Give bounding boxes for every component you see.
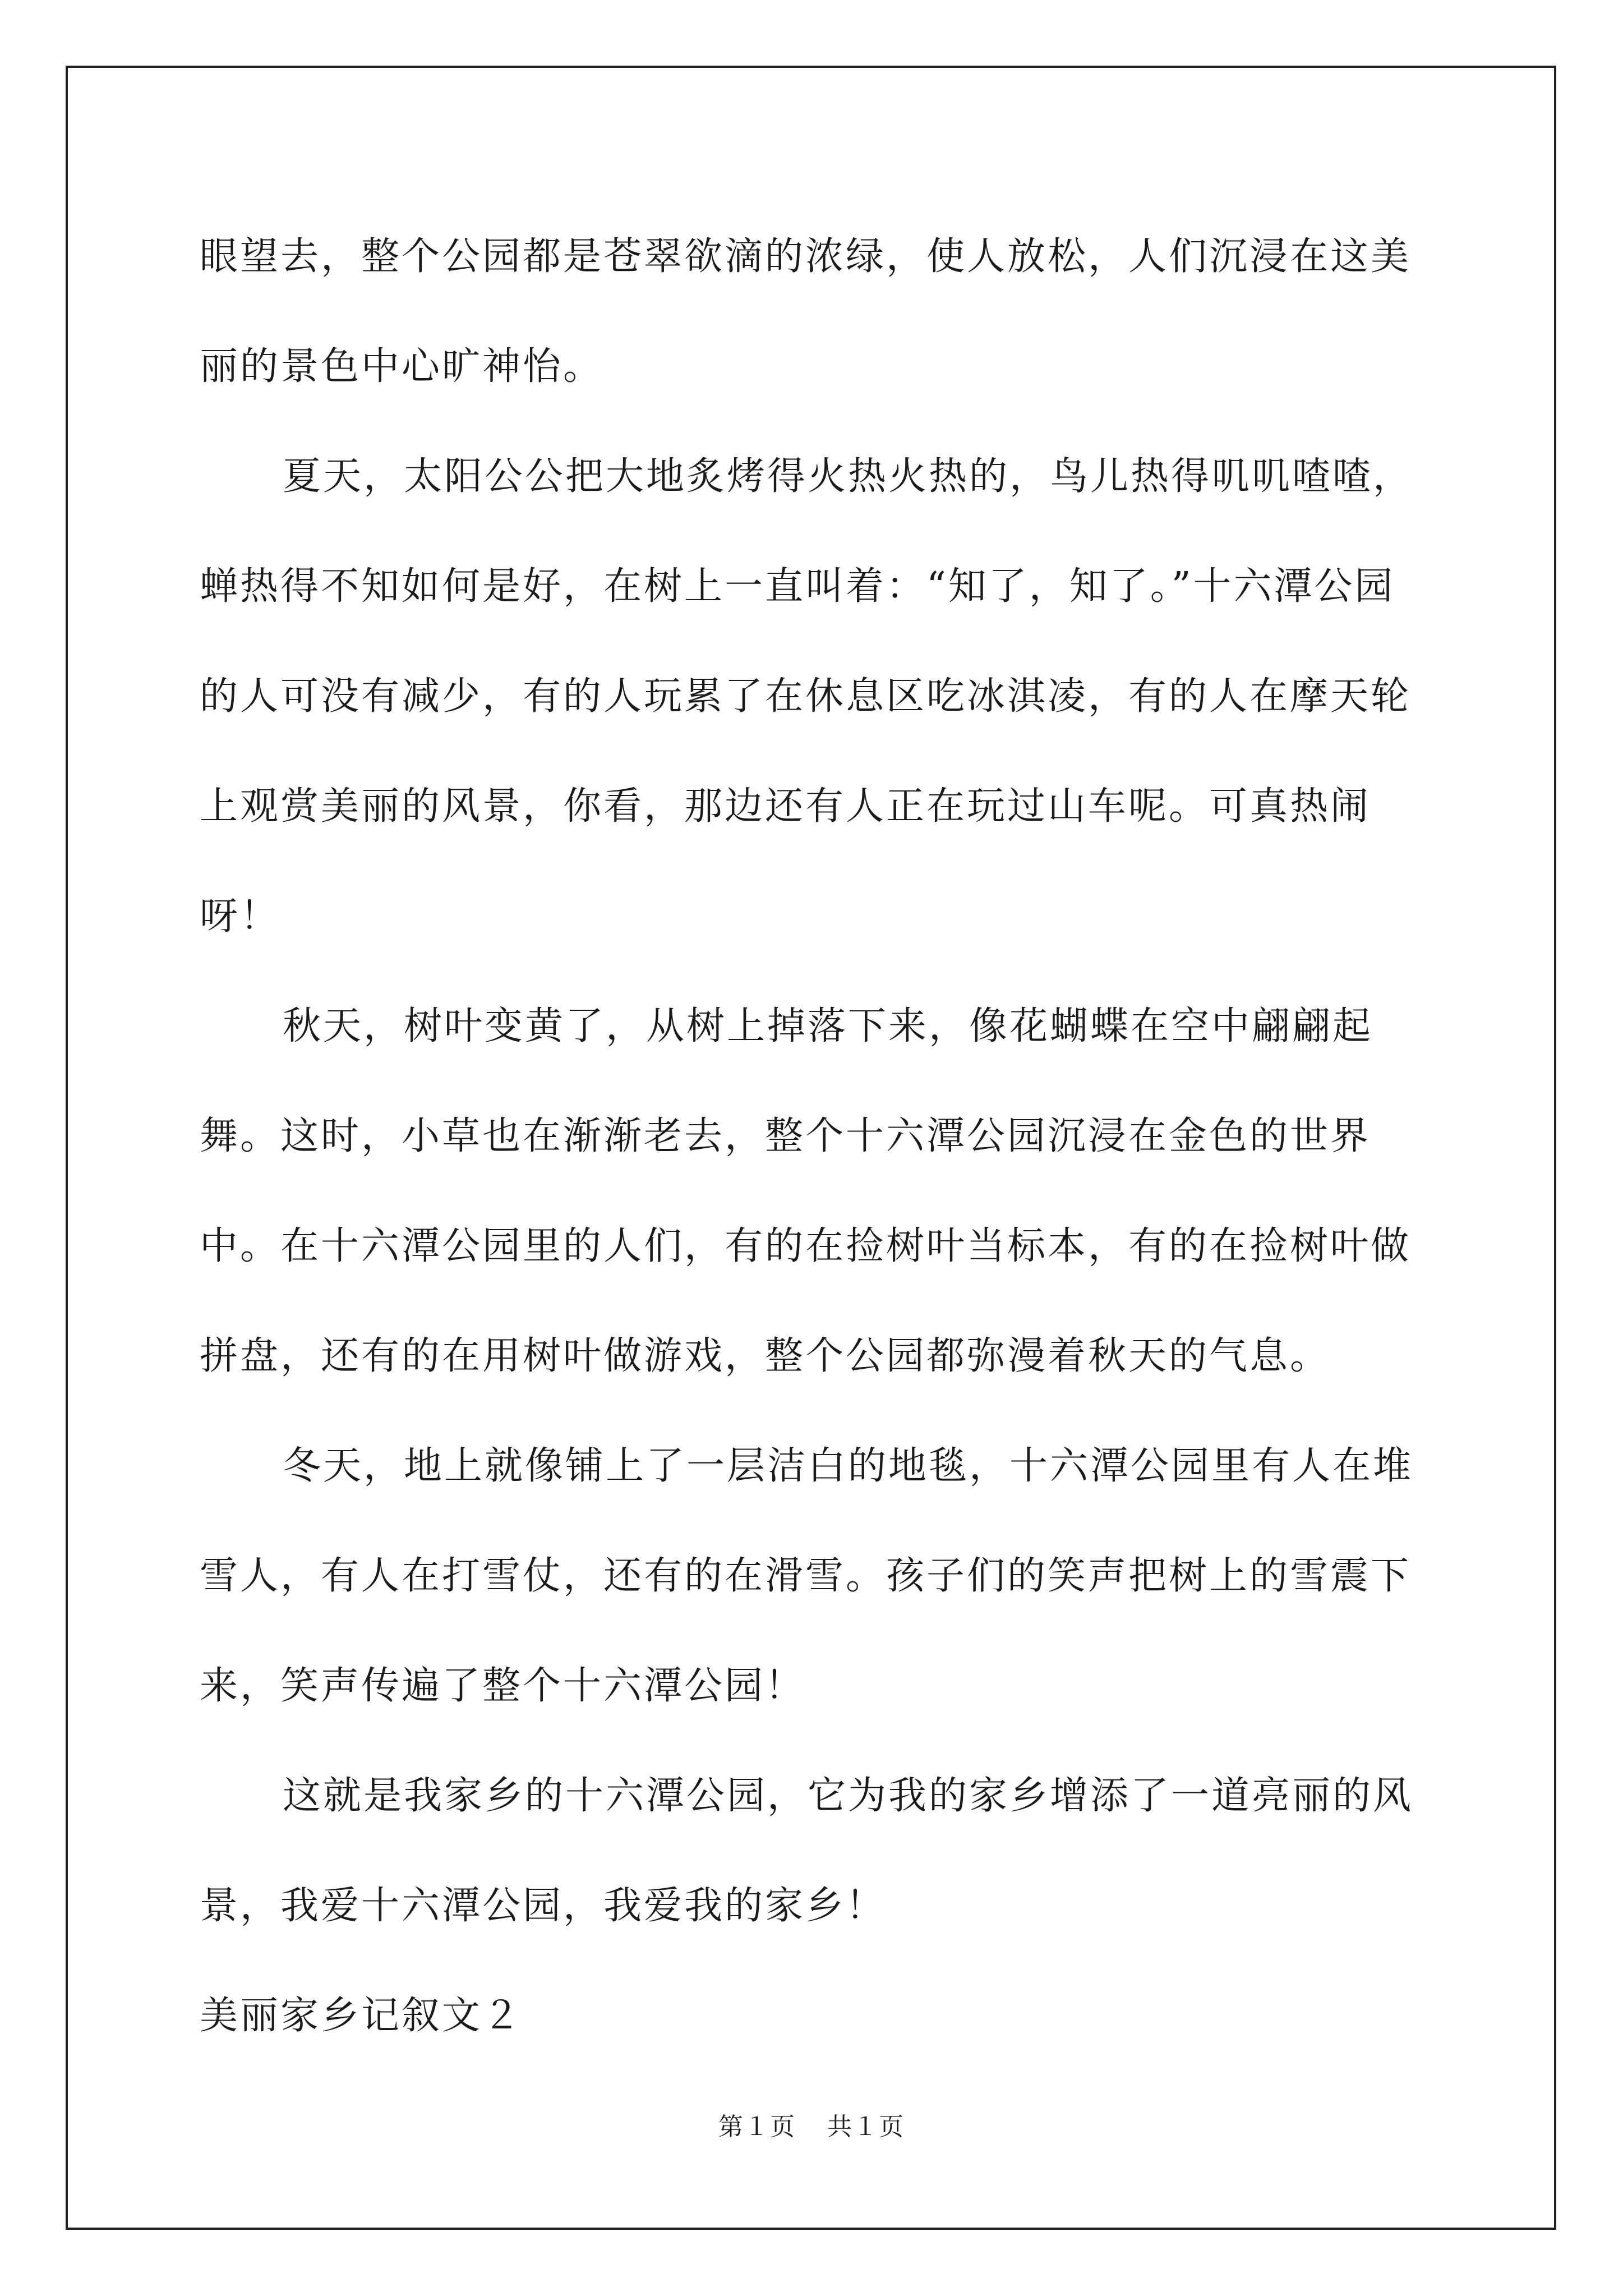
document-body: [200, 202, 1428, 2071]
page-number-total: 共１页: [827, 2113, 905, 2141]
paragraph-3: 秋天，树叶变黄了，从树上掉落下来，像花蝴蝶在空中翩翩起舞。这时，小草也在渐渐老去，整个十六潭公园沉浸在金色的世界中。在十六潭公园里的人们，有的在捡树叶当标本，有的在捡树叶做拼盘，还有的在用树叶做游戏，整个公园都弥漫着秋天的气息。: [200, 1004, 1412, 1378]
section-heading: 美丽家乡记叙文２: [200, 1994, 523, 2038]
page-number-current: 第１页: [718, 2113, 796, 2141]
paragraph-4: 冬天，地上就像铺上了一层洁白的地毯，十六潭公园里有人在堆雪人，有人在打雪仗，还有的在滑雪。孩子们的笑声把树上的雪震下来，笑声传遍了整个十六潭公园！: [200, 1444, 1414, 1708]
paragraph-1: 眼望去，整个公园都是苍翠欲滴的浓绿，使人放松，人们沉浸在这美丽的景色中心旷神怡。: [200, 234, 1412, 389]
page-footer: [0, 2110, 1623, 2144]
paragraph-5: 这就是我家乡的十六潭公园，它为我的家乡增添了一道亮丽的风景，我爱十六潭公园，我爱我的家乡！: [200, 1774, 1414, 1928]
paragraph-2: 夏天，太阳公公把大地炙烤得火热火热的，鸟儿热得叽叽喳喳，蝉热得不知如何是好，在树上一直叫着：“知了，知了。”十六潭公园的人可没有减少，有的人玩累了在休息区吃冰淇凌，有的人在摩天轮上观赏美丽的风景，你看，那边还有人正在玩过山车呢。可真热闹呀！: [200, 454, 1414, 938]
